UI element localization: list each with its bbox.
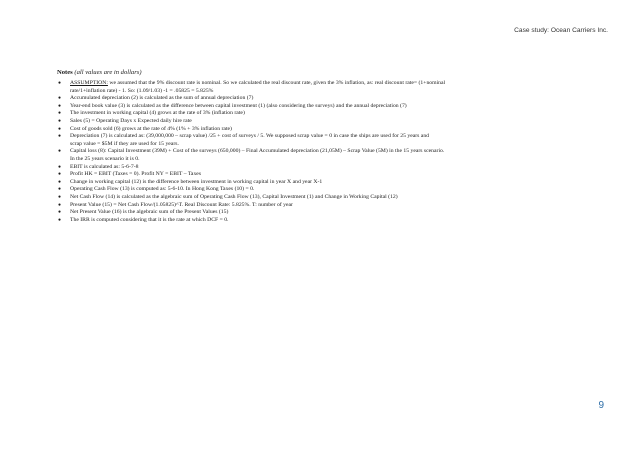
note-text: Sales (5) = Operating Days x Expected daily hire rate <box>70 117 192 124</box>
note-text: Accumulated depreciation (2) is calculated as the sum of annual depreciation (7) <box>70 95 254 102</box>
note-text: Capital loss (8): Capital Investment (39M) + Cost of the surveys (650,000) – Final Accumulated depreciation (21,05M) – Scrap Value (5M) in the 15 years scenario. <box>70 148 445 155</box>
notes-title: Notes <box>57 69 73 76</box>
bullet-icon: ● <box>58 187 62 193</box>
notes-list <box>57 80 592 224</box>
bullet-icon: ● <box>58 217 62 223</box>
note-text: The investment in working capital (4) grows at the rate of 3% (inflation rate) <box>70 110 245 117</box>
notes-subtitle: (all values are in dollars) <box>74 69 142 76</box>
bullet-icon: ● <box>58 81 62 86</box>
note-text: Present Value (15) = Net Cash Flow/(1.05825)^T. Real Discount Rate: 5.825%. T: number of year <box>70 201 293 208</box>
page-number: 9 <box>598 400 604 411</box>
bullet-icon: ● <box>58 118 62 124</box>
bullet-icon: ● <box>58 103 62 109</box>
note-text-continued: scrap value = $5M if they are used for 15 years. <box>70 140 179 147</box>
note-item <box>57 194 592 202</box>
note-item <box>57 209 592 217</box>
note-item <box>57 171 592 179</box>
bullet-icon: ● <box>58 96 62 102</box>
note-text: Profit HK = EBIT (Taxes = 0). Profit NY = EBIT – Taxes <box>70 171 202 178</box>
bullet-icon: ● <box>58 202 62 208</box>
bullet-icon: ● <box>58 134 62 140</box>
note-item <box>57 217 592 225</box>
note-item <box>57 148 592 163</box>
note-text: Depreciation (7) is calculated as: (39,000,000 – scrap value) /25 + cost of surveys / 5. We supposed scrap value = 0 in case the ships are used for 25 years and <box>70 133 430 140</box>
note-text-continued: In the 25 years scenario it is 0. <box>70 155 140 162</box>
note-text: Operating Cash Flow (13) is computed as: 5-6-10. In Hong Kong Taxes (10) = 0. <box>70 186 255 193</box>
bullet-icon: ● <box>58 172 62 178</box>
note-item <box>57 110 592 118</box>
bullet-icon: ● <box>58 111 62 117</box>
note-text: EBIT is calculated as: 5-6-7-8 <box>70 163 139 170</box>
page-header: Case study: Ocean Carriers Inc. <box>514 27 608 34</box>
note-item <box>57 80 592 95</box>
notes-heading <box>57 69 142 76</box>
note-lead: ASSUMPTION: <box>70 80 108 86</box>
note-text: Cost of goods sold (6) grows at the rate of 4% (1% + 3% inflation rate) <box>70 125 232 132</box>
note-item <box>57 95 592 103</box>
bullet-icon: ● <box>58 179 62 185</box>
bullet-icon: ● <box>58 194 62 200</box>
note-text: we assumed that the 9% discount rate is nominal. So we calculated the real discount rate, given the 3% inflation, as: real discount rate= (1+nominal <box>107 80 446 86</box>
note-item <box>57 186 592 194</box>
note-item <box>57 164 592 172</box>
note-text: The IRR is computed considering that it is the rate at which DCF = 0. <box>70 216 229 223</box>
bullet-icon: ● <box>58 210 62 216</box>
note-text: Net Present Value (16) is the algebraic sum of the Present Values (15) <box>70 209 229 216</box>
note-text: Net Cash Flow (14) is calculated as the algebraic sum of Operating Cash Flow (13), Capital Investment (1) and Change in Working Capital (12) <box>70 193 398 200</box>
note-text: Year-end book value (3) is calculated as the difference between capital investment (1) (also considering the surveys) and the annual depreciation (7) <box>70 102 407 109</box>
bullet-icon: ● <box>58 126 62 132</box>
note-item <box>57 202 592 210</box>
bullet-icon: ● <box>58 149 62 155</box>
bullet-icon: ● <box>58 164 62 170</box>
note-text: Change in working capital (12) is the difference between investment in working capital in year X and year X-1 <box>70 178 323 185</box>
note-item <box>57 118 592 126</box>
note-text-continued: rate/1+inflation rate) - 1. So: (1.09/1.03) -1 = .05825 = 5.825% <box>70 87 214 94</box>
note-item <box>57 133 592 148</box>
